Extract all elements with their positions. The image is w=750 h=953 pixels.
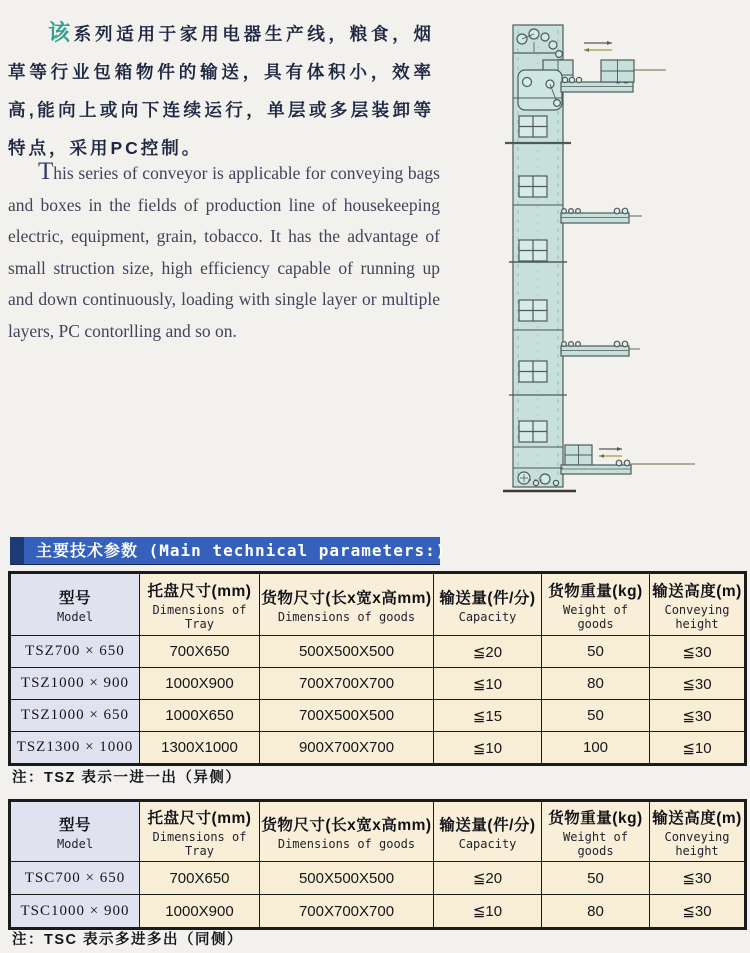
height-cell: ≦30 <box>650 895 746 929</box>
height-cell: ≦10 <box>650 732 746 765</box>
col-header-tray: 托盘尺寸(mm) Dimensions of Tray <box>140 573 260 636</box>
table-header-row <box>10 573 746 636</box>
intro-paragraph-en <box>8 156 440 347</box>
tray-cell: 1000X900 <box>140 895 260 929</box>
tray-cell: 1300X1000 <box>140 732 260 765</box>
model-cell: TSC1000 × 900 <box>10 895 140 929</box>
tsz-spec-table <box>8 571 747 766</box>
table-row <box>10 732 746 765</box>
goods-cell: 500X500X500 <box>260 636 434 668</box>
col-header-capacity: 输送量(件/分) Capacity <box>434 801 542 862</box>
table-row <box>10 668 746 700</box>
col-header-height: 输送高度(m) Conveying height <box>650 573 746 636</box>
intro-zh-lead-char: 该 <box>48 20 74 45</box>
goods-cell: 900X700X700 <box>260 732 434 765</box>
col-header-capacity: 输送量(件/分) Capacity <box>434 573 542 636</box>
table-header-row <box>10 801 746 862</box>
capacity-cell: ≦10 <box>434 668 542 700</box>
height-cell: ≦30 <box>650 700 746 732</box>
capacity-cell: ≦20 <box>434 636 542 668</box>
weight-cell: 80 <box>542 895 650 929</box>
goods-cell: 700X700X700 <box>260 895 434 929</box>
col-header-weight: 货物重量(kg) Weight of goods <box>542 801 650 862</box>
col-header-model: 型号 Model <box>10 573 140 636</box>
goods-cell: 500X500X500 <box>260 862 434 895</box>
weight-cell: 50 <box>542 862 650 895</box>
intro-zh-text: 系列适用于家用电器生产线，粮食，烟草等行业包箱物件的输送，具有体积小，效率高,能向上或向下连续运行，单层或多层装卸等特点，采用PC控制。 <box>8 24 434 158</box>
model-cell: TSZ1000 × 900 <box>10 668 140 700</box>
model-cell: TSZ700 × 650 <box>10 636 140 668</box>
height-cell: ≦30 <box>650 862 746 895</box>
model-cell: TSZ1000 × 650 <box>10 700 140 732</box>
tsz-note: 注：TSZ 表示一进一出（异侧） <box>12 770 242 786</box>
table-row <box>10 700 746 732</box>
col-header-weight: 货物重量(kg) Weight of goods <box>542 573 650 636</box>
weight-cell: 50 <box>542 700 650 732</box>
tray-cell: 1000X650 <box>140 700 260 732</box>
tsc-spec-table <box>8 799 747 930</box>
section-header-title: 主要技术参数 (Main technical parameters:) <box>36 541 447 560</box>
section-header-bar <box>10 537 447 564</box>
model-cell: TSZ1300 × 1000 <box>10 732 140 765</box>
conveyor-diagram <box>498 0 750 522</box>
capacity-cell: ≦15 <box>434 700 542 732</box>
intro-en-text: his series of conveyor is applicable for conveying bags and boxes in the fields of production line of housekeeping electric, equipment, grain, tobacco. It has the advantage of small struction size, high efficiency capable of running up and down continuously, loading with single layer or multiple layers, PC contorlling and so on. <box>8 163 440 341</box>
capacity-cell: ≦10 <box>434 732 542 765</box>
height-cell: ≦30 <box>650 668 746 700</box>
tsc-note: 注：TSC 表示多进多出（同侧） <box>12 932 244 948</box>
intro-en-drop-cap: T <box>38 158 54 185</box>
capacity-cell: ≦20 <box>434 862 542 895</box>
table-row <box>10 895 746 929</box>
goods-cell: 700X700X700 <box>260 668 434 700</box>
col-header-model: 型号 Model <box>10 801 140 862</box>
weight-cell: 80 <box>542 668 650 700</box>
col-header-goods: 货物尺寸(长x宽x高mm) Dimensions of goods <box>260 573 434 636</box>
capacity-cell: ≦10 <box>434 895 542 929</box>
tray-cell: 1000X900 <box>140 668 260 700</box>
weight-cell: 100 <box>542 732 650 765</box>
intro-paragraph-zh <box>8 14 434 167</box>
table-row <box>10 636 746 668</box>
height-cell: ≦30 <box>650 636 746 668</box>
model-cell: TSC700 × 650 <box>10 862 140 895</box>
col-header-goods: 货物尺寸(长x宽x高mm) Dimensions of goods <box>260 801 434 862</box>
tray-cell: 700X650 <box>140 862 260 895</box>
goods-cell: 700X500X500 <box>260 700 434 732</box>
tray-cell: 700X650 <box>140 636 260 668</box>
col-header-tray: 托盘尺寸(mm) Dimensions of Tray <box>140 801 260 862</box>
table-row <box>10 862 746 895</box>
weight-cell: 50 <box>542 636 650 668</box>
col-header-height: 输送高度(m) Conveying height <box>650 801 746 862</box>
